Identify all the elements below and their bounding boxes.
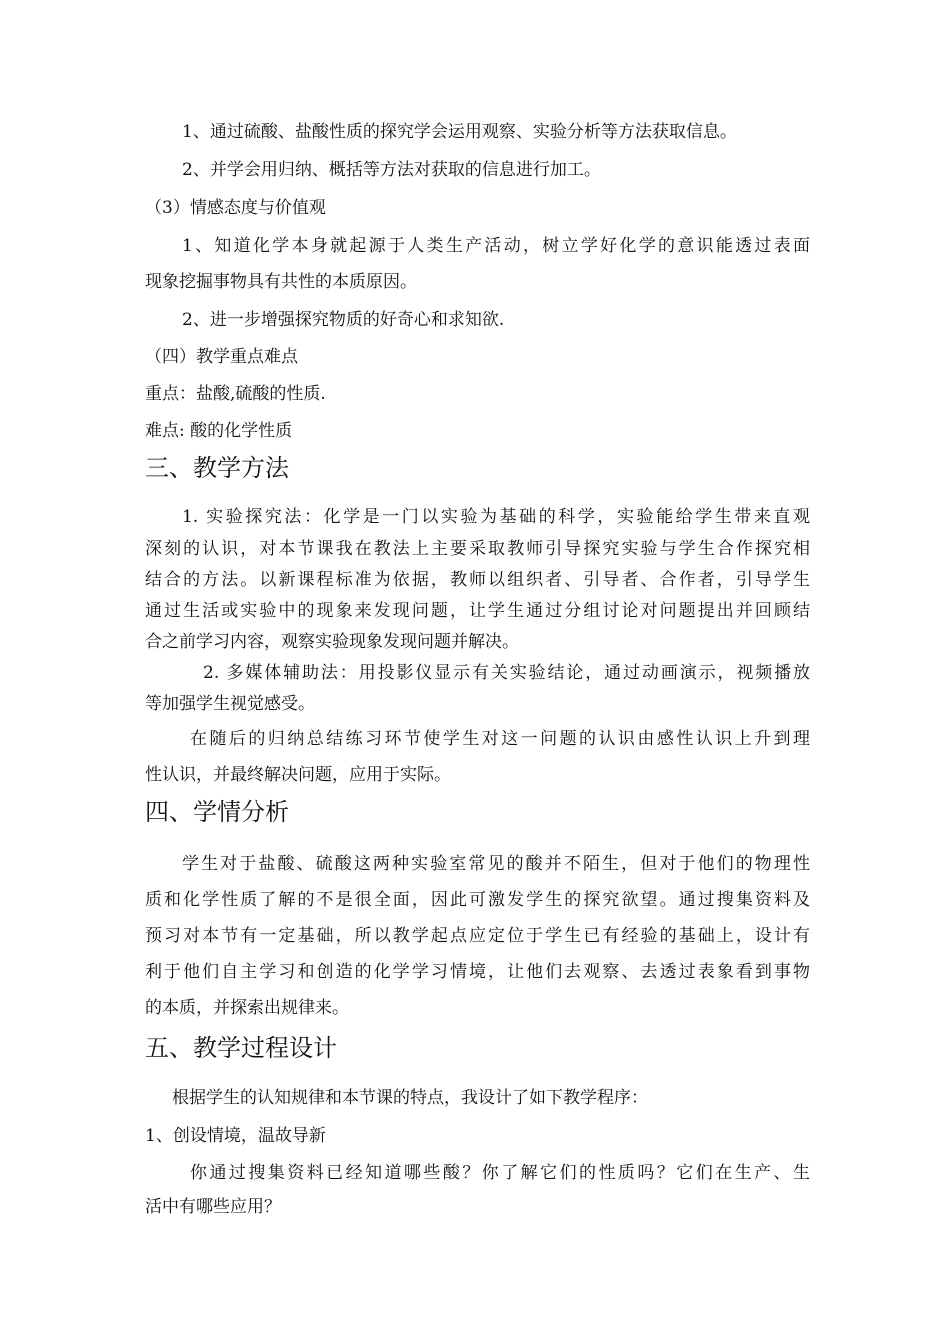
method-2-line2: 等加强学生视觉感受。 — [145, 694, 315, 714]
attitude-goal-1-line2: 现象挖掘事物具有共性的本质原因。 — [145, 272, 417, 292]
process-step-1-line2: 活中有哪些应用？ — [145, 1197, 281, 1217]
analysis-line5: 的本质，并探索出规律来。 — [145, 998, 349, 1018]
attitude-goal-1-line1: 1、知道化学本身就起源于人类生产活动，树立学好化学的意识能透过表面 — [182, 236, 810, 256]
method-summary-line2: 性认识，并最终解决问题，应用于实际。 — [145, 765, 451, 785]
process-step-1-title: 1、创设情境，温故导新 — [145, 1126, 326, 1146]
subheading-key-points: （四）教学重点难点 — [145, 347, 298, 367]
method-1-line4: 通过生活或实验中的现象来发现问题，让学生通过分组讨论对问题提出并回顾结 — [145, 601, 810, 621]
section-heading-analysis: 四、学情分析 — [145, 798, 289, 826]
method-1-line1: 1. 实验探究法：化学是一门以实验为基础的科学，实验能给学生带来直观 — [182, 507, 810, 527]
skill-goal-1: 1、通过硫酸、盐酸性质的探究学会运用观察、实验分析等方法获取信息。 — [182, 122, 737, 142]
method-summary-line1: 在随后的归纳总结练习环节使学生对这一问题的认识由感性认识上升到理 — [190, 729, 810, 749]
section-heading-process: 五、教学过程设计 — [145, 1034, 337, 1062]
analysis-line3: 预习对本节有一定基础，所以教学起点应定位于学生已有经验的基础上，设计有 — [145, 926, 810, 946]
attitude-goal-2: 2、进一步增强探究物质的好奇心和求知欲. — [182, 310, 505, 330]
process-intro: 根据学生的认知规律和本节课的特点，我设计了如下教学程序： — [172, 1088, 648, 1108]
method-1-line5: 合之前学习内容，观察实验现象发现问题并解决。 — [145, 632, 519, 652]
section-heading-methods: 三、教学方法 — [145, 454, 289, 482]
method-1-line3: 结合的方法。以新课程标准为依据，教师以组织者、引导者、合作者，引导学生 — [145, 570, 810, 590]
method-2-line1: 2. 多媒体辅助法：用投影仪显示有关实验结论，通过动画演示，视频播放 — [203, 663, 810, 683]
analysis-line1: 学生对于盐酸、硫酸这两种实验室常见的酸并不陌生，但对于他们的物理性 — [182, 854, 810, 874]
method-1-line2: 深刻的认识，对本节课我在教法上主要采取教师引导探究实验与学生合作探究相 — [145, 539, 810, 559]
analysis-line2: 质和化学性质了解的不是很全面，因此可激发学生的探究欲望。通过搜集资料及 — [145, 890, 810, 910]
skill-goal-2: 2、并学会用归纳、概括等方法对获取的信息进行加工。 — [182, 160, 601, 180]
process-step-1-line1: 你通过搜集资料已经知道哪些酸？你了解它们的性质吗？它们在生产、生 — [190, 1163, 810, 1183]
difficult-point: 难点: 酸的化学性质 — [145, 421, 293, 441]
subheading-attitude: （3）情感态度与价值观 — [145, 198, 326, 218]
analysis-line4: 利于他们自主学习和创造的化学学习情境，让他们去观察、去透过表象看到事物 — [145, 962, 810, 982]
key-point: 重点：盐酸,硫酸的性质. — [145, 384, 326, 404]
